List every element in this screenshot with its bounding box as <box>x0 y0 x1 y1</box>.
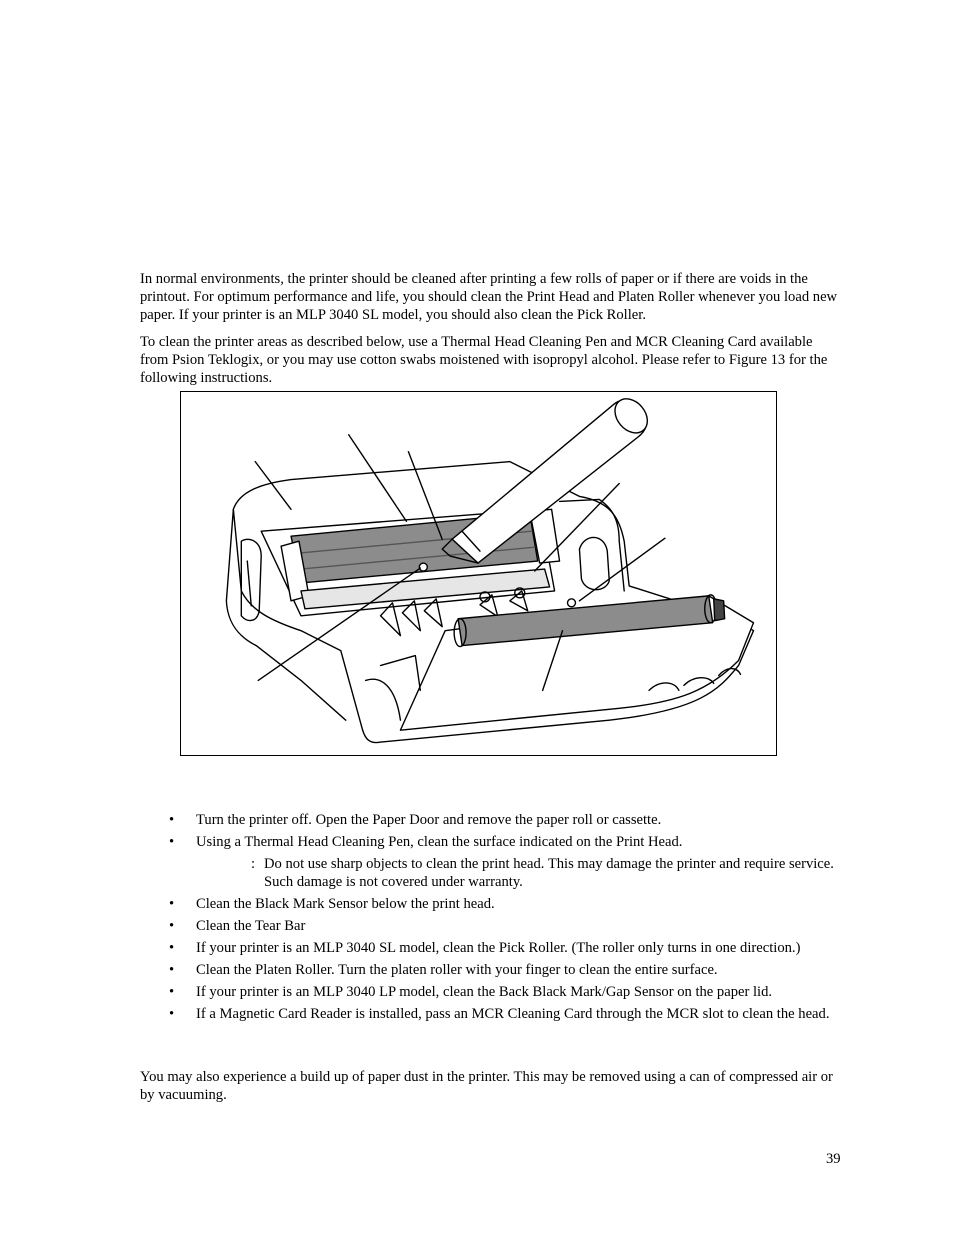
list-item: • Clean the Black Mark Sensor below the print head. <box>169 896 495 912</box>
page-number: 39 <box>826 1151 841 1167</box>
roller-gear <box>714 599 725 621</box>
printer-illustration <box>181 392 776 755</box>
list-item: • If a Magnetic Card Reader is installed, pass an MCR Cleaning Card through the MCR slot to clean the head. <box>169 1006 830 1022</box>
bullet-icon: • <box>169 812 175 828</box>
list-item: • Clean the Platen Roller. Turn the platen roller with your finger to clean the entire surface. <box>169 962 718 978</box>
closing-paragraph: You may also experience a build up of paper dust in the printer. This may be removed using a can of compressed air or by vacuuming. <box>140 1069 833 1103</box>
list-item: • Clean the Tear Bar <box>169 918 306 934</box>
bullet-icon: • <box>169 940 175 956</box>
bullet-icon: • <box>169 834 175 850</box>
black-mark-sensor <box>419 563 427 571</box>
list-item: • If your printer is an MLP 3040 SL model, clean the Pick Roller. (The roller only turns in one direction.) <box>169 940 801 956</box>
list-item: • Using a Thermal Head Cleaning Pen, clean the surface indicated on the Print Head. <box>169 834 683 850</box>
printer-cleaning-figure <box>180 391 777 756</box>
list-item: • If your printer is an MLP 3040 LP model, clean the Back Black Mark/Gap Sensor on the paper lid. <box>169 984 773 1000</box>
warning-note: : Do not use sharp objects to clean the print head. This may damage the printer and require service. Such damage is not covered under warranty. <box>251 856 834 890</box>
bullet-icon: • <box>169 1006 175 1022</box>
cleaning-steps-list <box>140 811 845 1027</box>
bullet-icon: • <box>169 984 175 1000</box>
bullet-icon: • <box>169 896 175 912</box>
bullet-icon: • <box>169 918 175 934</box>
intro-paragraph-2: To clean the printer areas as described below, use a Thermal Head Cleaning Pen and MCR Cleaning Card available from Psion Teklogix, or you may use cotton swabs moistened with isopropyl alcohol. Please refer to Figure 13 for the following instructions. <box>140 334 828 386</box>
bullet-icon: • <box>169 962 175 978</box>
intro-paragraph-1: In normal environments, the printer should be cleaned after printing a few rolls of paper or if there are voids in the printout. For optimum performance and life, you should clean the Print Head and Platen Roller whenever you load new paper. If your printer is an MLP 3040 SL model, you should also clean the Pick Roller. <box>140 271 838 323</box>
list-item: • Turn the printer off. Open the Paper Door and remove the paper roll or cassette. <box>169 812 662 828</box>
